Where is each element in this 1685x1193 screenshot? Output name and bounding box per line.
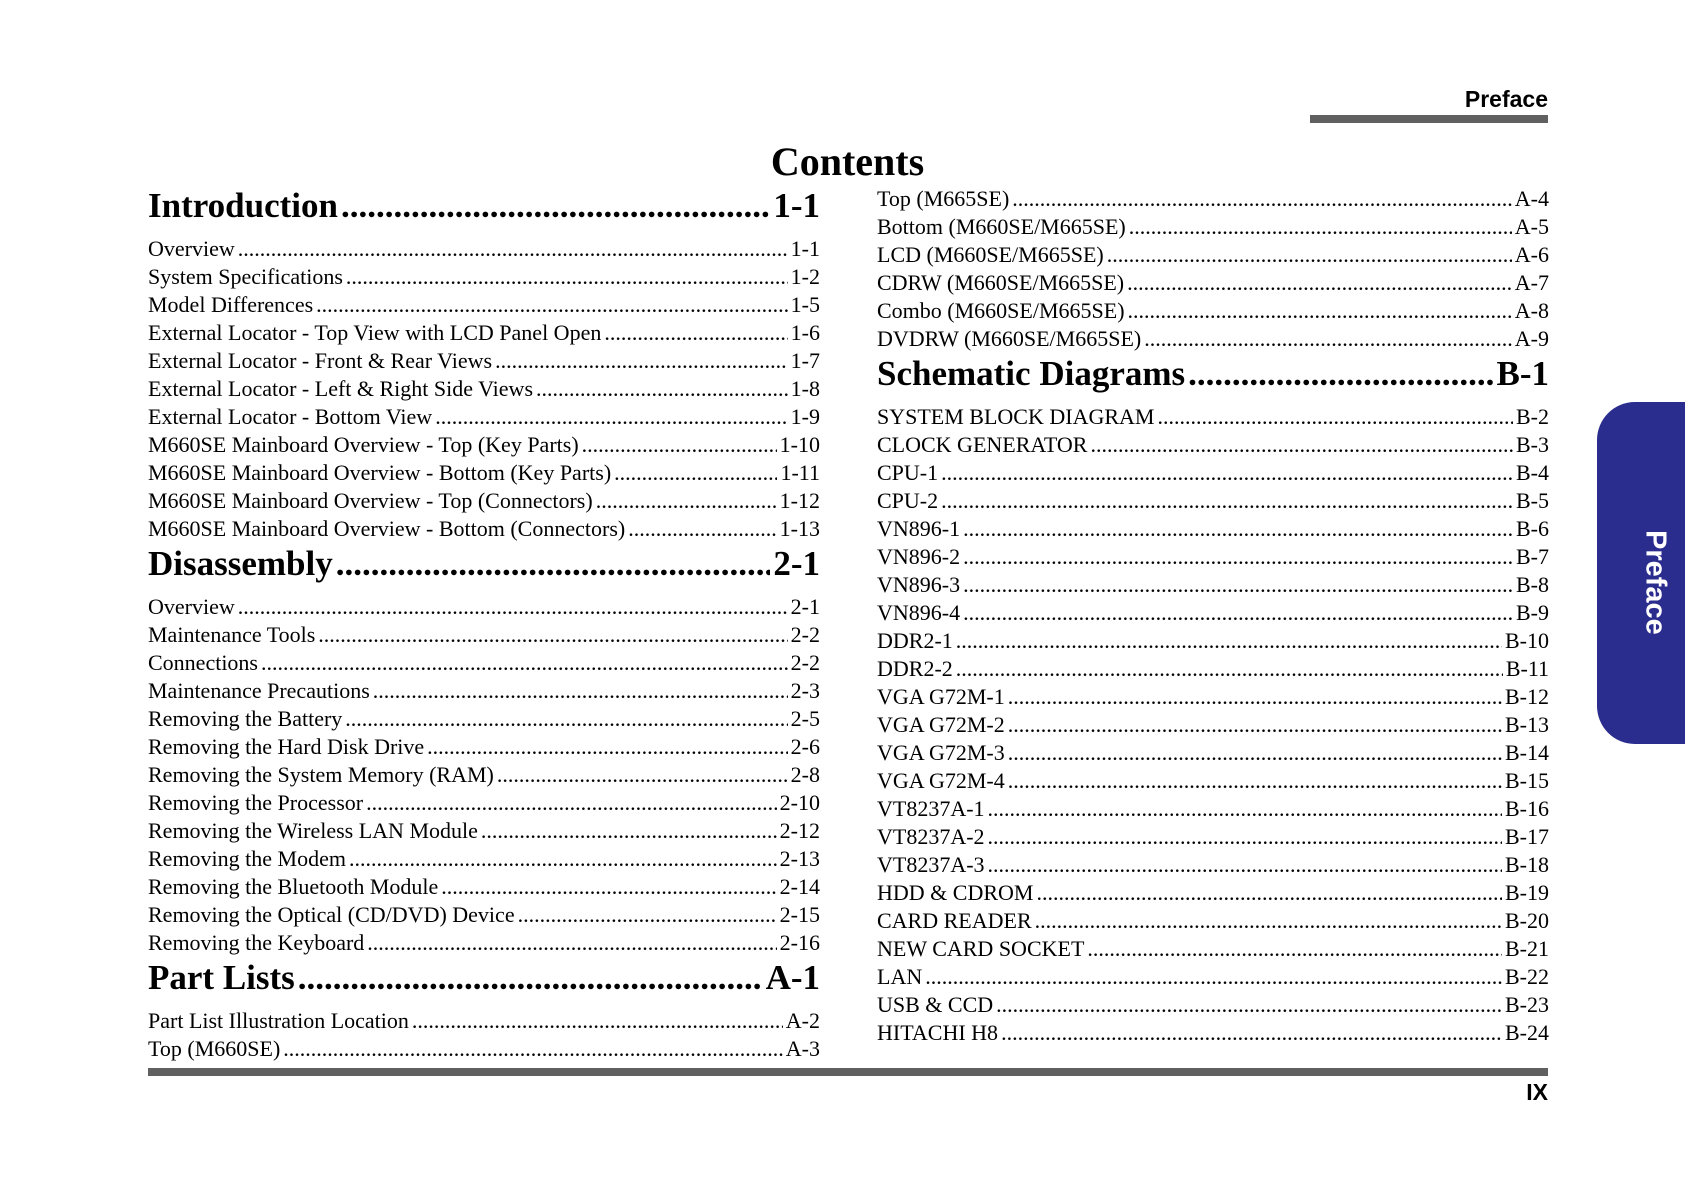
dot-leader xyxy=(261,649,788,677)
toc-left-column xyxy=(148,185,820,1063)
toc-entry-title: USB & CCD xyxy=(877,992,994,1017)
dot-leader xyxy=(318,621,787,649)
dot-leader xyxy=(988,823,1502,851)
toc-entry-page: 1-10 xyxy=(779,432,820,457)
toc-entry[interactable] xyxy=(877,935,1549,963)
toc-entry-page: B-9 xyxy=(1516,600,1549,625)
dot-leader xyxy=(1008,767,1502,795)
dot-leader xyxy=(298,957,763,999)
dot-leader xyxy=(536,375,788,403)
dot-leader xyxy=(238,593,788,621)
dot-leader xyxy=(596,487,777,515)
toc-entry-title: LAN xyxy=(877,964,923,989)
toc-entry-title: DDR2-1 xyxy=(877,628,953,653)
toc-entry[interactable] xyxy=(877,683,1549,711)
toc-entry-page: B-23 xyxy=(1505,992,1549,1017)
toc-entry[interactable] xyxy=(148,593,820,621)
dot-leader xyxy=(1012,185,1511,213)
toc-entry-title: Combo (M660SE/M665SE) xyxy=(877,298,1125,323)
toc-entry-page: 2-8 xyxy=(790,762,820,787)
toc-entry-title: Connections xyxy=(148,650,258,675)
toc-entry-title: External Locator - Top View with LCD Panel Open xyxy=(148,320,602,345)
dot-leader xyxy=(925,963,1502,991)
toc-entry-page: 2-2 xyxy=(790,622,820,647)
toc-entry-page: A-5 xyxy=(1514,214,1549,239)
dot-leader xyxy=(1001,1019,1502,1047)
dot-leader xyxy=(1035,907,1502,935)
dot-leader xyxy=(1036,879,1502,907)
toc-entry-page: B-20 xyxy=(1505,908,1549,933)
toc-entry-page: B-19 xyxy=(1505,880,1549,905)
toc-entry[interactable] xyxy=(148,375,820,403)
toc-entry-page: 1-12 xyxy=(779,488,820,513)
toc-entry[interactable] xyxy=(877,1019,1549,1047)
toc-entry[interactable] xyxy=(148,487,820,515)
toc-entry-title: M660SE Mainboard Overview - Bottom (Key Parts) xyxy=(148,460,612,485)
toc-entry[interactable] xyxy=(877,297,1549,325)
toc-entry-title: Overview xyxy=(148,594,235,619)
toc-entry-page: 2-2 xyxy=(790,650,820,675)
toc-entry-page: 1-6 xyxy=(790,320,820,345)
dot-leader xyxy=(412,1007,783,1035)
dot-leader xyxy=(941,459,1513,487)
toc-entry-title: Part List Illustration Location xyxy=(148,1008,409,1033)
toc-entry-title: CPU-2 xyxy=(877,488,939,513)
toc-entry-title: Removing the System Memory (RAM) xyxy=(148,762,494,787)
toc-entry[interactable] xyxy=(877,627,1549,655)
dot-leader xyxy=(1157,403,1513,431)
toc-entry-title: VN896-4 xyxy=(877,600,961,625)
dot-leader xyxy=(518,901,777,929)
page-title: Contents xyxy=(770,139,925,184)
toc-entry-page: 2-16 xyxy=(779,930,820,955)
toc-entry-page: 2-3 xyxy=(790,678,820,703)
toc-entry-page: 1-2 xyxy=(790,264,820,289)
toc-entry[interactable] xyxy=(148,817,820,845)
dot-leader xyxy=(1127,269,1512,297)
toc-section-part-lists xyxy=(148,957,820,1063)
toc-entry-title: Top (M660SE) xyxy=(148,1036,281,1061)
toc-entry-page: A-9 xyxy=(1514,326,1549,351)
dot-leader xyxy=(481,817,777,845)
toc-entry[interactable] xyxy=(148,649,820,677)
toc-entry-title: External Locator - Left & Right Side Views xyxy=(148,376,534,401)
toc-entry-page: B-14 xyxy=(1505,740,1549,765)
dot-leader xyxy=(1107,241,1512,269)
toc-entry[interactable] xyxy=(877,879,1549,907)
toc-entry-title: CDRW (M660SE/M665SE) xyxy=(877,270,1125,295)
toc-entry-title: VT8237A-2 xyxy=(877,824,985,849)
dot-leader xyxy=(435,403,787,431)
dot-leader xyxy=(366,789,777,817)
toc-entry-page: 2-12 xyxy=(779,818,820,843)
toc-entry[interactable] xyxy=(877,459,1549,487)
toc-entry-title: VT8237A-3 xyxy=(877,852,985,877)
dot-leader xyxy=(345,705,787,733)
toc-entry-title: VGA G72M-3 xyxy=(877,740,1005,765)
toc-entry-page: B-24 xyxy=(1505,1020,1549,1045)
toc-section-heading-page: A-1 xyxy=(765,958,820,997)
toc-entry[interactable] xyxy=(148,403,820,431)
dot-leader xyxy=(956,655,1503,683)
dot-leader xyxy=(628,515,776,543)
toc-entry-page: 1-8 xyxy=(790,376,820,401)
toc-entry-title: Maintenance Tools xyxy=(148,622,316,647)
toc-entry-title: Removing the Bluetooth Module xyxy=(148,874,439,899)
toc-entry[interactable] xyxy=(877,991,1549,1019)
dot-leader xyxy=(1008,739,1502,767)
toc-entry[interactable] xyxy=(877,543,1549,571)
dot-leader xyxy=(346,263,788,291)
toc-entry-page: 1-1 xyxy=(790,236,820,261)
dot-leader xyxy=(1087,935,1502,963)
dot-leader xyxy=(373,677,788,705)
toc-entry-page: 1-5 xyxy=(790,292,820,317)
toc-entry-page: B-10 xyxy=(1505,628,1549,653)
dot-leader xyxy=(441,873,776,901)
dot-leader xyxy=(1129,213,1512,241)
toc-entry-title: M660SE Mainboard Overview - Bottom (Connectors) xyxy=(148,516,626,541)
toc-entry[interactable] xyxy=(877,599,1549,627)
toc-entry[interactable] xyxy=(148,929,820,957)
toc-entry[interactable] xyxy=(148,347,820,375)
toc-entry-title: VN896-1 xyxy=(877,516,961,541)
dot-leader xyxy=(963,515,1513,543)
toc-entry-page: 2-15 xyxy=(779,902,820,927)
toc-entry-page: B-8 xyxy=(1516,572,1549,597)
dot-leader xyxy=(604,319,787,347)
running-header-label: Preface xyxy=(1464,86,1548,112)
toc-entry-page: B-22 xyxy=(1505,964,1549,989)
toc-entry-title: CLOCK GENERATOR xyxy=(877,432,1088,457)
toc-entry-title: Removing the Processor xyxy=(148,790,364,815)
toc-entry[interactable] xyxy=(148,1007,820,1035)
dot-leader xyxy=(988,851,1502,879)
toc-entry-page: 1-13 xyxy=(779,516,820,541)
toc-entry[interactable] xyxy=(148,873,820,901)
toc-entry-page: B-4 xyxy=(1516,460,1549,485)
dot-leader xyxy=(996,991,1502,1019)
toc-entry-page: 2-14 xyxy=(779,874,820,899)
toc-entry-title: VN896-2 xyxy=(877,544,961,569)
toc-entry[interactable] xyxy=(148,291,820,319)
dot-leader xyxy=(963,599,1513,627)
toc-section-introduction xyxy=(148,185,820,543)
dot-leader xyxy=(1144,325,1512,353)
toc-entry-page: A-6 xyxy=(1514,242,1549,267)
toc-entry[interactable] xyxy=(148,621,820,649)
toc-section-heading-title: Part Lists xyxy=(148,958,295,997)
toc-entry-title: HITACHI H8 xyxy=(877,1020,999,1045)
toc-entry-title: CARD READER xyxy=(877,908,1032,933)
toc-entry-page: B-2 xyxy=(1516,404,1549,429)
toc-section-disassembly xyxy=(148,543,820,957)
toc-entry-page: B-16 xyxy=(1505,796,1549,821)
toc-entry[interactable] xyxy=(877,711,1549,739)
toc-entry[interactable] xyxy=(148,263,820,291)
toc-entry-title: Removing the Optical (CD/DVD) Device xyxy=(148,902,515,927)
toc-section-heading-page: B-1 xyxy=(1496,354,1549,393)
toc-entry-title: DVDRW (M660SE/M665SE) xyxy=(877,326,1142,351)
toc-entry[interactable] xyxy=(148,677,820,705)
toc-entry[interactable] xyxy=(877,739,1549,767)
toc-entry[interactable] xyxy=(148,733,820,761)
toc-entry-page: B-21 xyxy=(1505,936,1549,961)
toc-entry-page: B-13 xyxy=(1505,712,1549,737)
toc-entry-page: B-6 xyxy=(1516,516,1549,541)
toc-entry-title: M660SE Mainboard Overview - Top (Connectors) xyxy=(148,488,593,513)
toc-entry-title: Overview xyxy=(148,236,235,261)
dot-leader xyxy=(238,235,788,263)
toc-entry-page: 1-9 xyxy=(790,404,820,429)
toc-entry-page: 1-11 xyxy=(780,460,820,485)
toc-entry-page: 2-13 xyxy=(779,846,820,871)
toc-entry[interactable] xyxy=(148,845,820,873)
dot-leader xyxy=(614,459,777,487)
dot-leader xyxy=(497,761,788,789)
dot-leader xyxy=(1090,431,1513,459)
toc-entry-page: A-4 xyxy=(1514,186,1549,211)
dot-leader xyxy=(495,347,788,375)
dot-leader xyxy=(963,571,1513,599)
dot-leader xyxy=(283,1035,782,1063)
dot-leader xyxy=(1188,353,1493,395)
toc-entry[interactable] xyxy=(877,851,1549,879)
toc-entry-title: Removing the Keyboard xyxy=(148,930,365,955)
toc-entry[interactable] xyxy=(877,767,1549,795)
toc-entry-title: Removing the Hard Disk Drive xyxy=(148,734,425,759)
toc-entry-title: NEW CARD SOCKET xyxy=(877,936,1085,961)
toc-section-heading-title: Schematic Diagrams xyxy=(877,354,1186,393)
toc-entry-page: 2-5 xyxy=(790,706,820,731)
toc-entry-page: 1-7 xyxy=(790,348,820,373)
toc-entry-page: B-3 xyxy=(1516,432,1549,457)
toc-section-heading-title: Disassembly xyxy=(148,544,333,583)
toc-section-heading-title: Introduction xyxy=(148,186,338,225)
toc-entry-page: 2-6 xyxy=(790,734,820,759)
toc-entry-page: A-8 xyxy=(1514,298,1549,323)
toc-entry-page: B-18 xyxy=(1505,852,1549,877)
toc-entry-title: Maintenance Precautions xyxy=(148,678,370,703)
footer-rule xyxy=(148,1068,1548,1076)
toc-entry[interactable] xyxy=(877,907,1549,935)
toc-entry-title: Top (M665SE) xyxy=(877,186,1010,211)
toc-entry-title: Bottom (M660SE/M665SE) xyxy=(877,214,1126,239)
toc-section-heading[interactable] xyxy=(148,543,820,585)
toc-entry[interactable] xyxy=(877,431,1549,459)
dot-leader xyxy=(988,795,1502,823)
toc-entry[interactable] xyxy=(877,185,1549,213)
toc-entry-title: External Locator - Bottom View xyxy=(148,404,433,429)
dot-leader xyxy=(367,929,776,957)
toc-entry[interactable] xyxy=(148,789,820,817)
toc-entry[interactable] xyxy=(148,235,820,263)
toc-entry-page: 2-10 xyxy=(779,790,820,815)
toc-entry-page: B-12 xyxy=(1505,684,1549,709)
toc-entry-title: VGA G72M-4 xyxy=(877,768,1005,793)
toc-entry-title: HDD & CDROM xyxy=(877,880,1034,905)
dot-leader xyxy=(1128,297,1512,325)
toc-entry[interactable] xyxy=(148,515,820,543)
toc-entry[interactable] xyxy=(877,515,1549,543)
page-number: IX xyxy=(1526,1079,1548,1105)
toc-entry[interactable] xyxy=(877,795,1549,823)
toc-entry[interactable] xyxy=(148,319,820,347)
toc-entry[interactable] xyxy=(148,705,820,733)
dot-leader xyxy=(956,627,1502,655)
toc-entry-title: LCD (M660SE/M665SE) xyxy=(877,242,1104,267)
toc-entry-page: B-7 xyxy=(1516,544,1549,569)
toc-entry[interactable] xyxy=(148,761,820,789)
dot-leader xyxy=(941,487,1513,515)
toc-entry[interactable] xyxy=(148,431,820,459)
toc-entry-title: Model Differences xyxy=(148,292,314,317)
dot-leader xyxy=(1008,711,1502,739)
toc-entry[interactable] xyxy=(148,1035,820,1063)
toc-entry[interactable] xyxy=(877,571,1549,599)
toc-section-heading-page: 1-1 xyxy=(773,186,820,225)
toc-entry[interactable] xyxy=(877,823,1549,851)
toc-entry-title: VGA G72M-2 xyxy=(877,712,1005,737)
toc-section-schematic-diagrams xyxy=(877,353,1549,1047)
toc-entry-page: A-3 xyxy=(785,1036,820,1061)
dot-leader xyxy=(582,431,777,459)
toc-entry-page: A-7 xyxy=(1514,270,1549,295)
toc-entry-title: DDR2-2 xyxy=(877,656,953,681)
dot-leader xyxy=(316,291,788,319)
toc-entry-title: External Locator - Front & Rear Views xyxy=(148,348,493,373)
toc-entry[interactable] xyxy=(877,241,1549,269)
toc-section-heading[interactable] xyxy=(148,957,820,999)
toc-entry-page: B-5 xyxy=(1516,488,1549,513)
toc-entry-page: 2-1 xyxy=(790,594,820,619)
dot-leader xyxy=(349,845,777,873)
side-tab-label: Preface xyxy=(1639,530,1672,635)
dot-leader xyxy=(1008,683,1502,711)
toc-entry-page: B-17 xyxy=(1505,824,1549,849)
toc-entry[interactable] xyxy=(148,901,820,929)
toc-entry-page: B-15 xyxy=(1505,768,1549,793)
toc-section-part-lists-continued xyxy=(877,185,1549,353)
toc-entry[interactable] xyxy=(877,963,1549,991)
toc-entry-title: Removing the Battery xyxy=(148,706,343,731)
header-rule xyxy=(1310,115,1548,123)
toc-entry[interactable] xyxy=(877,213,1549,241)
toc-entry[interactable] xyxy=(877,403,1549,431)
toc-entry-title: M660SE Mainboard Overview - Top (Key Parts) xyxy=(148,432,579,457)
toc-entry-title: System Specifications xyxy=(148,264,343,289)
toc-right-column xyxy=(877,185,1549,1047)
toc-entry[interactable] xyxy=(877,487,1549,515)
dot-leader xyxy=(963,543,1513,571)
toc-entry-page: A-2 xyxy=(785,1008,820,1033)
toc-entry-title: Removing the Wireless LAN Module xyxy=(148,818,478,843)
dot-leader xyxy=(427,733,788,761)
dot-leader xyxy=(336,543,771,585)
toc-section-heading[interactable] xyxy=(877,353,1549,395)
toc-entry-page: B-11 xyxy=(1505,656,1549,681)
toc-section-heading[interactable] xyxy=(148,185,820,227)
toc-entry-title: VT8237A-1 xyxy=(877,796,985,821)
dot-leader xyxy=(341,185,770,227)
toc-entry-title: Removing the Modem xyxy=(148,846,346,871)
toc-entry-title: SYSTEM BLOCK DIAGRAM xyxy=(877,404,1155,429)
toc-entry[interactable] xyxy=(877,655,1549,683)
toc-entry-title: VGA G72M-1 xyxy=(877,684,1005,709)
toc-entry[interactable] xyxy=(877,269,1549,297)
toc-entry[interactable] xyxy=(877,325,1549,353)
toc-entry-title: VN896-3 xyxy=(877,572,961,597)
toc-entry[interactable] xyxy=(148,459,820,487)
toc-section-heading-page: 2-1 xyxy=(773,544,820,583)
toc-entry-title: CPU-1 xyxy=(877,460,939,485)
